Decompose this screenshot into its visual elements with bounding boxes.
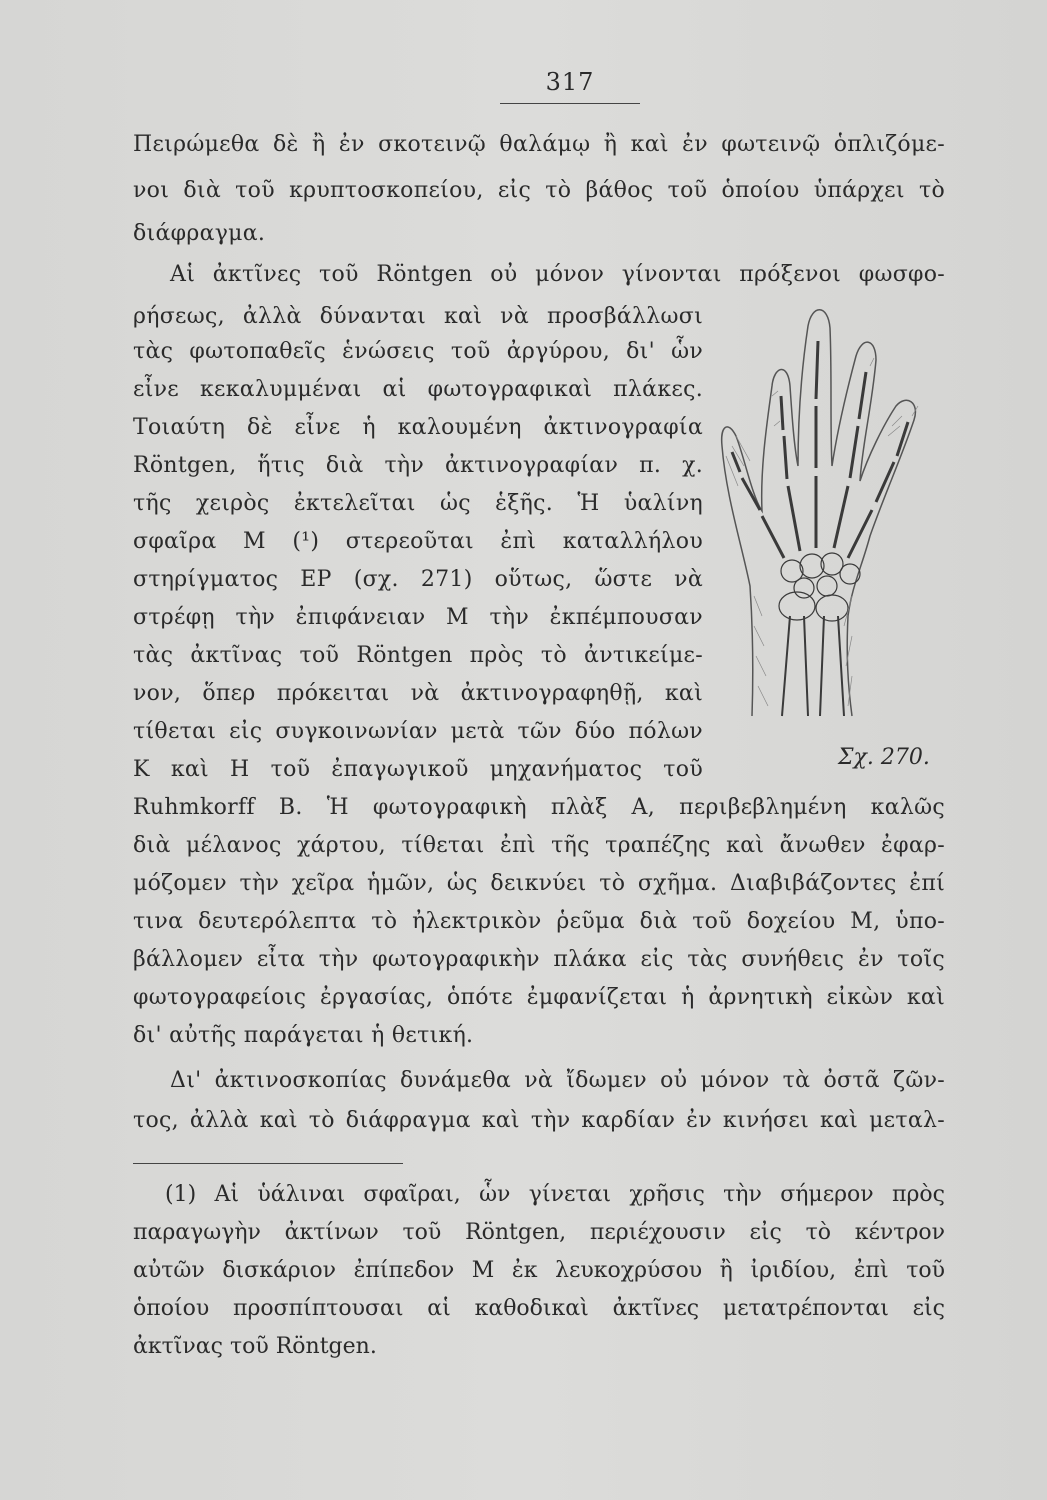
- footnote-line: παραγωγὴν ἀκτίνων τοῦ Röntgen, περιέχουσιν εἰς τὸ κέντρον: [133, 1220, 945, 1245]
- body-line: στηρίγματος ΕΡ (σχ. 271) οὕτως, ὥστε νὰ: [133, 567, 703, 592]
- body-line: τινα δευτερόλεπτα τὸ ἠλεκτρικὸν ῥεῦμα διὰ τοῦ δοχείου Μ, ὑπο-: [133, 909, 945, 934]
- body-line: Κ καὶ Η τοῦ ἐπαγωγικοῦ μηχανήματος τοῦ: [133, 757, 703, 782]
- body-line: Δι' ἀκτινοσκοπίας δυνάμεθα νὰ ἴδωμεν οὐ μόνον τὰ ὀστᾶ ζῶν-: [170, 1068, 945, 1093]
- body-line: τὰς ἀκτῖνας τοῦ Röntgen πρὸς τὸ ἀντικείμε-: [133, 643, 703, 668]
- body-line: σφαῖρα Μ (¹) στερεοῦται ἐπὶ καταλλήλου: [133, 529, 703, 554]
- page-number: 317: [545, 68, 595, 96]
- body-line: νον, ὅπερ πρόκειται νὰ ἀκτινογραφηθῇ, καὶ: [133, 681, 703, 706]
- body-line: διὰ μέλανος χάρτου, τίθεται ἐπὶ τῆς τραπέζης καὶ ἄνωθεν ἐφαρ-: [133, 833, 945, 858]
- page-number-rule: [500, 103, 640, 104]
- body-line: Röntgen, ἥτις διὰ τὴν ἀκτινογραφίαν π. χ.: [133, 453, 703, 478]
- body-line: εἶνε κεκαλυμμέναι αἱ φωτογραφικαὶ πλάκες.: [133, 377, 703, 402]
- footnote-line: (1) Αἱ ὑάλιναι σφαῖραι, ὧν γίνεται χρῆσις τὴν σήμερον πρὸς: [165, 1182, 945, 1207]
- body-line: τῆς χειρὸς ἐκτελεῖται ὡς ἑξῆς. Ἡ ὑαλίνη: [133, 491, 703, 516]
- footnote-line: ὁποίου προσπίπτουσαι αἱ καθοδικαὶ ἀκτῖνες μετατρέπονται εἰς: [133, 1296, 945, 1321]
- body-line: ρήσεως, ἀλλὰ δύνανται καὶ νὰ προσβάλλωσι: [133, 304, 703, 329]
- body-line: Πειρώμεθα δὲ ἢ ἐν σκοτεινῷ θαλάμῳ ἢ καὶ ἐν φωτεινῷ ὁπλιζόμε-: [133, 132, 945, 157]
- body-line: βάλλομεν εἶτα τὴν φωτογραφικὴν πλάκα εἰς τὰς συνήθεις ἐν τοῖς: [133, 947, 945, 972]
- footnote-line: αὐτῶν δισκάριον ἐπίπεδον Μ ἐκ λευκοχρύσου ἢ ἰριδίου, ἐπὶ τοῦ: [133, 1258, 945, 1283]
- body-line: στρέφῃ τὴν ἐπιφάνειαν Μ τὴν ἐκπέμπουσαν: [133, 605, 703, 630]
- body-line: Τοιαύτη δὲ εἶνε ἡ καλουμένη ἀκτινογραφία: [133, 415, 703, 440]
- body-line: τος, ἀλλὰ καὶ τὸ διάφραγμα καὶ τὴν καρδίαν ἐν κινήσει καὶ μεταλ-: [133, 1108, 945, 1133]
- body-line: τίθεται εἰς συγκοινωνίαν μετὰ τῶν δύο πόλων: [133, 719, 703, 744]
- footnote-rule: [133, 1163, 403, 1164]
- body-line: νοι διὰ τοῦ κρυπτοσκοπείου, εἰς τὸ βάθος τοῦ ὁποίου ὑπάρχει τὸ: [133, 178, 945, 203]
- hand-skeleton-illustration: [712, 296, 937, 726]
- body-line: δι' αὐτῆς παράγεται ἡ θετική.: [133, 1023, 474, 1048]
- footnote-line: ἀκτῖνας τοῦ Röntgen.: [133, 1334, 377, 1359]
- body-line: Ruhmkorff Β. Ἡ φωτογραφικὴ πλὰξ Α, περιβεβλημένη καλῶς: [133, 795, 945, 820]
- body-line: διάφραγμα.: [133, 221, 266, 246]
- body-line: τὰς φωτοπαθεῖς ἑνώσεις τοῦ ἀργύρου, δι' ὧν: [133, 339, 703, 364]
- body-line: φωτογραφείοις ἐργασίας, ὁπότε ἐμφανίζεται ἡ ἀρνητικὴ εἰκὼν καὶ: [133, 985, 945, 1010]
- body-line: μόζομεν τὴν χεῖρα ἡμῶν, ὡς δεικνύει τὸ σχῆμα. Διαβιβάζοντες ἐπί: [133, 871, 945, 896]
- body-line: Αἱ ἀκτῖνες τοῦ Röntgen οὐ μόνον γίνονται πρόξενοι φωσφο-: [170, 262, 945, 287]
- figure-caption: Σχ. 270.: [838, 745, 930, 770]
